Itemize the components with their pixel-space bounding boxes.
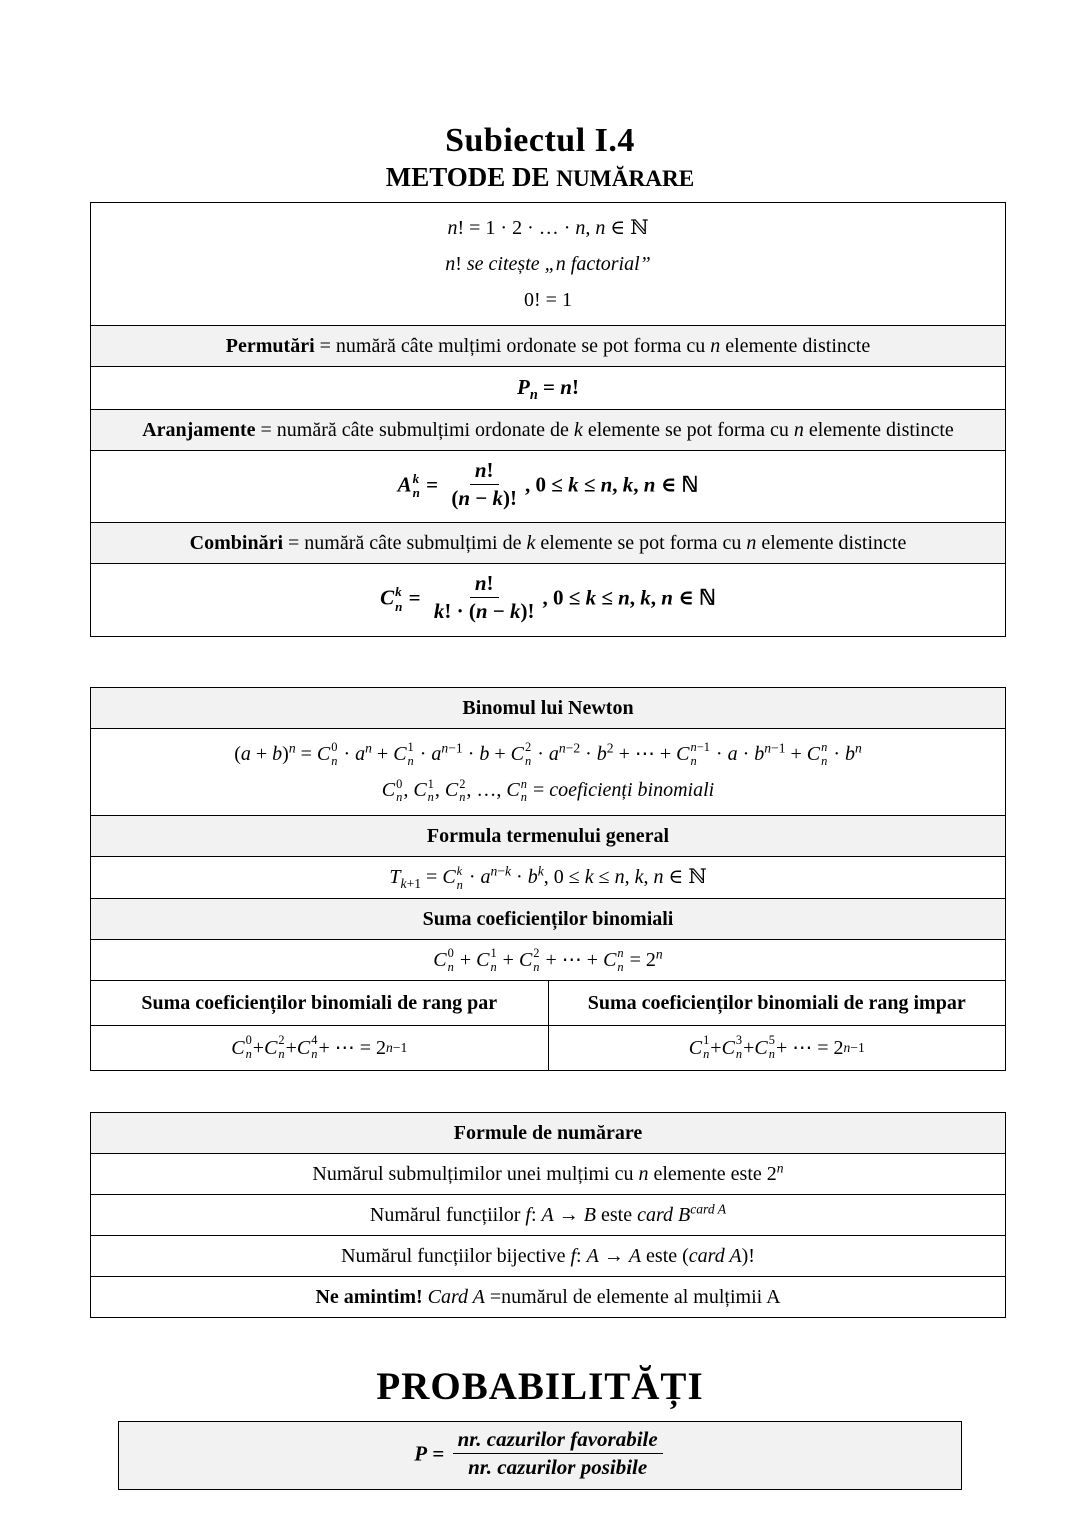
combinations-formula-row: C k n = $\frac{n!}{k! \cdot (n - k)!}$ , 0 ≤ k ≤ n, k, n ∈ ℕ: [91, 563, 1005, 636]
counting-formulas-title-row: Formule de numărare: [91, 1113, 1005, 1153]
binomial-expansion: $(a + b)^n = C$ 0 n · $a^n + C$ 1 n · $a^{n-1} \cdot b + C$ 2 n · $a^{n-2} \cdot b^2$ + ⋯ + C n−1 n · $a \cdot b^{n-1} + C$ n n · $b^n$: [234, 740, 862, 769]
factorial-reading: n! se citește „n factorial”: [445, 253, 651, 275]
odd-rank-header: Suma coeficienților binomiali de rang impar: [548, 981, 1006, 1025]
factorial-definition-row: [91, 203, 1005, 325]
counting-methods-table: [90, 202, 1006, 637]
factorial-definition: n! = 1 · 2 · … · n, n ∈ ℕ: [447, 217, 649, 239]
page-title: Subiectul I.4: [445, 122, 635, 159]
functions-count-row: Numărul funcțiilor f: A → B este card $B^{card A}$: [91, 1194, 1005, 1235]
general-term-formula-row: $T_{k+1} = C$ k n · $a^{n-k} \cdot b^k$, 0 ≤ k ≤ n, k, n ∈ ℕ: [91, 856, 1005, 897]
coefficient-sum-formula-row: C 0 n + C 1 n + C 2 n + ⋯ + C n n = $2^n$: [91, 939, 1005, 980]
even-rank-header: Suma coeficienților binomiali de rang par: [141, 991, 498, 1014]
zero-factorial: 0! = 1: [524, 289, 572, 311]
permutations-formula-row: $P_n = n$!: [91, 366, 1005, 409]
bijective-functions-count-row: Numărul funcțiilor bijective f: A → A este (card A)!: [91, 1235, 1005, 1276]
odd-rank-formula: C 1 n + C 3 n + C 5 n + ⋯ = 2 n−1: [548, 1026, 1006, 1070]
permutations-definition-row: Permutări = numără câte mulțimi ordonate se pot forma cu n elemente distincte: [91, 325, 1005, 366]
cardinal-reminder-row: Ne amintim! Card A =numărul de elemente al mulțimii A: [91, 1276, 1005, 1317]
coefficient-sum-title-row: Suma coeficienților binomiali: [91, 898, 1005, 939]
binomial-coefficients: C 0 n , C 1 n , C 2 n , …, C n n = coeficienți binomiali: [381, 776, 715, 805]
counting-formulas-table: [90, 1112, 1006, 1318]
newton-binomial-table: [90, 687, 1006, 1071]
arrangements-definition-row: Aranjamente = numără câte submulțimi ordonate de k elemente se pot forma cu n elemente distincte: [91, 409, 1005, 450]
parity-header-row: [91, 980, 1005, 1025]
even-rank-formula: C 0 n + C 2 n + C 4 n + ⋯ = 2 n−1: [231, 1032, 408, 1061]
newton-expansion-row: [91, 728, 1005, 816]
probability-formula-box: P = $\frac{\text{nr. cazurilor favorabile}}{\text{nr. cazurilor posibile}}$: [118, 1421, 962, 1491]
combinations-definition-row: Combinări = numără câte submulțimi de k elemente se pot forma cu n elemente distincte: [91, 522, 1005, 563]
general-term-title-row: Formula termenului general: [91, 815, 1005, 856]
subsets-count-row: Numărul submulțimilor unei mulțimi cu n elemente este 2$^n$: [91, 1153, 1005, 1194]
arrangements-formula-row: A k n = $\frac{n!}{(n - k)!}$ , 0 ≤ k ≤ n, k, n ∈ ℕ: [91, 450, 1005, 523]
newton-title-row: Binomul lui Newton: [91, 688, 1005, 728]
probability-title: PROBABILITĂȚI: [376, 1364, 704, 1408]
parity-formula-row: [91, 1025, 1005, 1070]
page-subtitle: METODE DE NUMĂRARE: [385, 162, 695, 192]
